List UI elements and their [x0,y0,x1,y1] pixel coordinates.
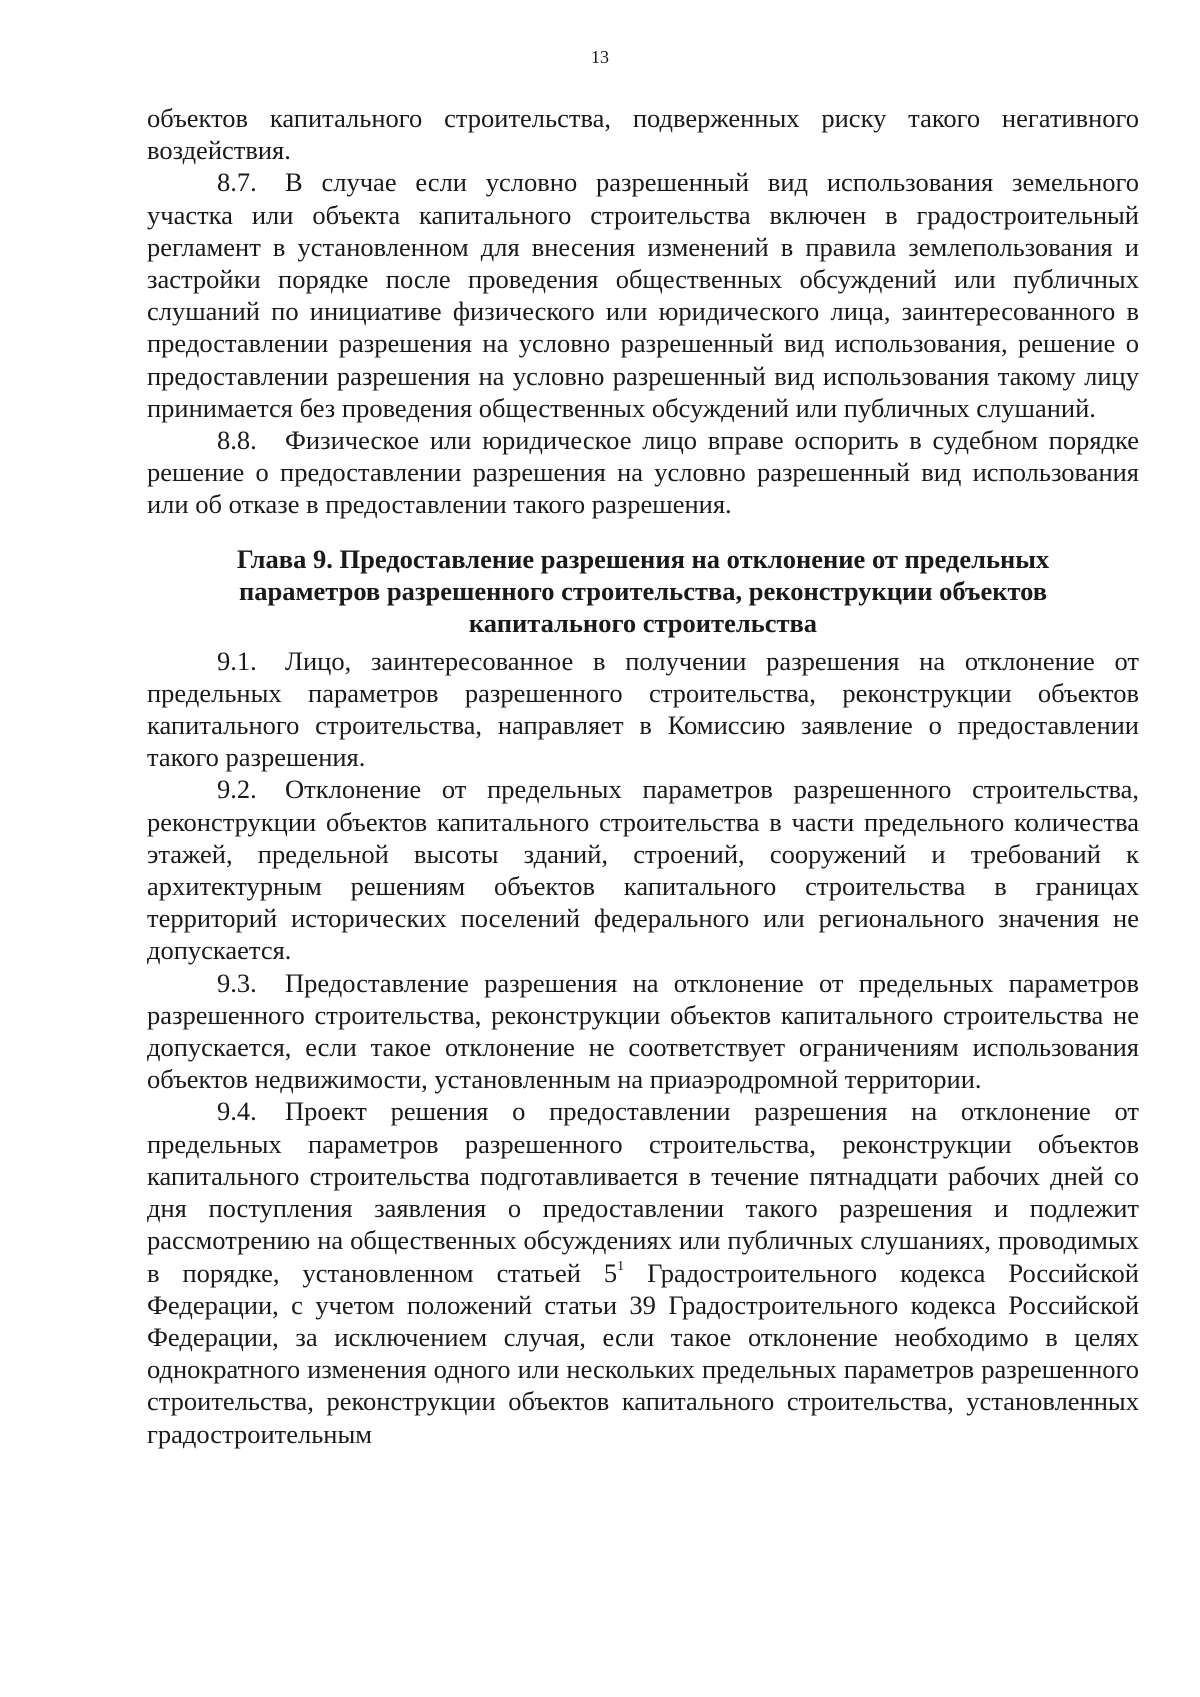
paragraph-number: 8.7. [217,167,257,198]
paragraph-8-7 [147,166,1139,424]
paragraph-number: 9.4. [217,1096,257,1127]
paragraph-text: Предоставление разрешения на отклонение от предельных параметров разрешенного строительства, реконструкции объектов капитального строительства не допускается, если такое отклонение не соответствует ограничениям использования объектов недвижимости, установленным на приаэродромной территории. [147,967,1139,1095]
paragraph-text-before: Проект решения о предоставлении разрешения на отклонение от предельных параметров разрешенного строительства, реконструкции объектов капитального строительства подготавливается в течение пятнадцати рабочих дней со дня поступления заявления о предоставлении такого разрешения и подлежит рассмотрению на общественных обсуждениях или публичных слушаниях, проводимых в порядке, установленном статьей 5 [147,1096,1139,1288]
paragraph-number: 9.3. [217,967,257,998]
paragraph-text: В случае если условно разрешенный вид использования земельного участка или объекта капитального строительства включен в градостроительный регламент в установленном для внесения изменений в правила землепользования и застройки порядке после проведения общественных обсуждений или публичных слушаний по инициативе физического или юридического лица, заинтересованного в предоставлении разрешения на условно разрешенный вид использования, решение о предоставлении разрешения на условно разрешенный вид использования такому лицу принимается без проведения общественных обсуждений или публичных слушаний. [147,167,1139,423]
continuation-paragraph: объектов капитального строительства, подверженных риску такого негативного воздействия. [147,103,1139,166]
paragraph-number: 8.8. [217,425,257,456]
superscript: 1 [617,1258,625,1274]
page-number: 13 [591,47,609,67]
paragraph-9-1 [147,645,1139,774]
paragraph-text: Физическое или юридическое лицо вправе оспорить в судебном порядке решение о предоставлении разрешения на условно разрешенный вид использования или об отказе в предоставлении такого разрешения. [147,425,1139,520]
paragraph-number: 9.2. [217,774,257,805]
paragraph-9-2 [147,773,1139,966]
paragraph-text: Лицо, заинтересованное в получении разрешения на отклонение от предельных параметров разрешенного строительства, реконструкции объектов капитального строительства, направляет в Комиссию заявление о предоставлении такого разрешения. [147,645,1139,773]
paragraph-text-after: Градостроительного кодекса Российской Федерации, с учетом положений статьи 39 Градостроительного кодекса Российской Федерации, за исключением случая, если такое отклонение необходимо в целях однократного изменения одного или нескольких предельных параметров разрешенного строительства, реконструкции объектов капитального строительства, установленных градостроительным [147,1257,1139,1449]
paragraph-9-3 [147,967,1139,1096]
paragraph-8-8 [147,424,1139,521]
paragraph-text: Отклонение от предельных параметров разрешенного строительства, реконструкции объектов капитального строительства в части предельного количества этажей, предельной высоты зданий, строений, сооружений и требований к архитектурным решениям объектов капитального строительства в границах территорий исторических поселений федерального или регионального значения не допускается. [147,774,1139,966]
paragraph-number: 9.1. [217,645,257,676]
paragraph-9-4 [147,1095,1139,1449]
document-body [147,102,1139,1450]
chapter-heading: Глава 9. Предоставление разрешения на отклонение от предельных параметров разрешенного строительства, реконструкции объектов капитального строительства [236,543,1050,638]
